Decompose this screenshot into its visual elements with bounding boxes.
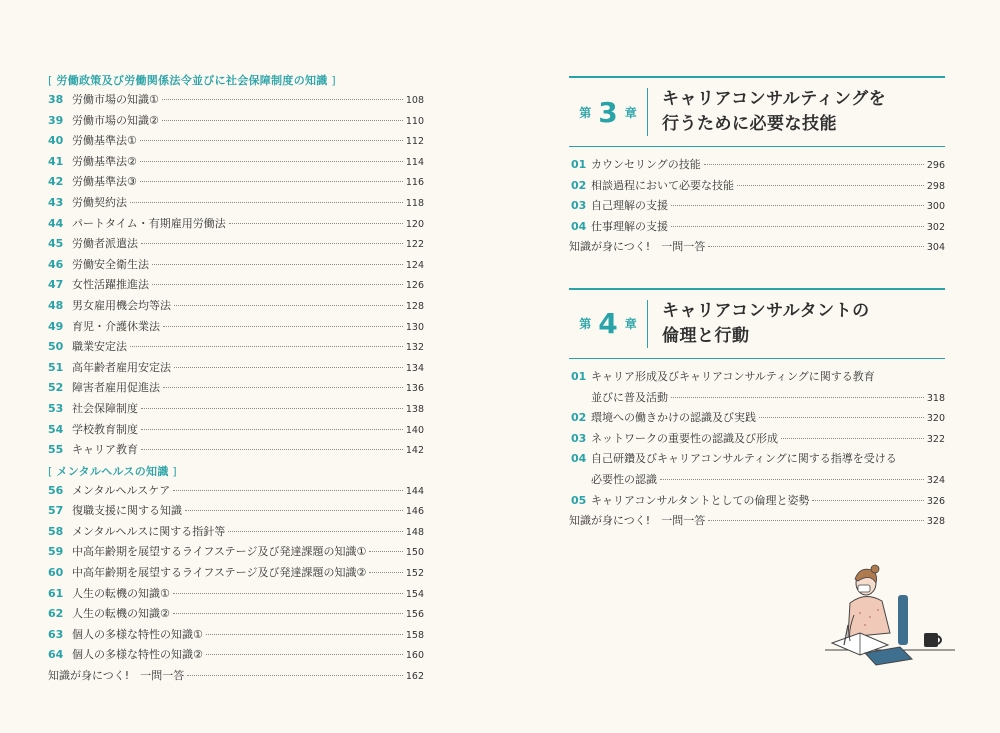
- toc-entry-quiz[interactable]: [48, 666, 424, 687]
- chapter-3-header: [569, 76, 945, 147]
- toc-entry-title: 復職支援に関する知識: [72, 504, 182, 518]
- toc-entry-page: 122: [405, 239, 424, 251]
- toc-entry[interactable]: [48, 275, 424, 296]
- leader-dots: [206, 634, 403, 635]
- leader-dots: [173, 613, 403, 614]
- leader-dots: [141, 243, 403, 244]
- toc-entry-page: 322: [926, 433, 945, 445]
- toc-entry[interactable]: [48, 420, 424, 441]
- toc-entry-number: 60: [48, 566, 64, 580]
- toc-entry-page: 156: [405, 609, 424, 621]
- leader-dots: [229, 223, 403, 224]
- section-header-labor-law: [ 労働政策及び労働関係法令並びに社会保障制度の知識 ]: [48, 74, 336, 87]
- leader-dots: [152, 284, 403, 285]
- toc-entry-page: 120: [405, 218, 424, 230]
- toc-entry-page: 140: [405, 424, 424, 436]
- leader-dots: [369, 551, 403, 552]
- toc-entry[interactable]: [48, 358, 424, 379]
- toc-entry-page: 118: [405, 197, 424, 209]
- chapter-3-section: [569, 76, 945, 258]
- toc-entry-title: キャリア教育: [72, 443, 138, 457]
- leader-dots: [163, 326, 403, 327]
- toc-entry-page: 116: [405, 177, 424, 189]
- section-header-mental-health: [ メンタルヘルスの知識 ]: [48, 464, 178, 478]
- toc-entry-page: 112: [405, 136, 424, 148]
- toc-entry-page: 162: [405, 671, 424, 683]
- chapter-3-list: [569, 155, 945, 237]
- toc-entry-page: 160: [405, 650, 424, 662]
- chapter-4-title: キャリアコンサルタントの 倫理と行動: [662, 300, 870, 346]
- toc-entry-number: 45: [48, 237, 64, 251]
- leader-dots: [141, 408, 403, 409]
- toc-entry-title: 労働市場の知識①: [72, 93, 159, 106]
- toc-entry-number: 63: [48, 627, 64, 641]
- toc-entry-title: 労働基準法①: [72, 134, 137, 148]
- toc-entry[interactable]: [48, 481, 424, 502]
- toc-entry-number: 64: [48, 648, 64, 662]
- toc-entry-title-cont: 並びに普及活動: [591, 390, 668, 404]
- toc-entry[interactable]: [571, 449, 945, 470]
- chapter-3-title: キャリアコンサルティングを 行うために必要な技能: [662, 89, 887, 134]
- toc-entry[interactable]: [571, 155, 945, 176]
- toc-entry-title: 個人の多様な特性の知識②: [72, 648, 203, 662]
- leader-dots: [369, 572, 403, 573]
- toc-entry-title: 労働市場の知識②: [72, 113, 159, 127]
- toc-entry[interactable]: [48, 255, 424, 276]
- toc-entry-page: 318: [926, 392, 945, 404]
- toc-entry-page: 320: [926, 413, 945, 425]
- toc-entry[interactable]: [48, 296, 424, 317]
- toc-entry-number: 59: [48, 545, 64, 559]
- toc-entry-page: 114: [405, 156, 424, 168]
- chapter-number: 4: [598, 307, 618, 341]
- toc-entry-title: 知識が身につく! 一問一答: [569, 240, 706, 254]
- toc-entry[interactable]: [571, 491, 945, 512]
- toc-entry[interactable]: [571, 408, 945, 429]
- toc-entry-number: 62: [48, 607, 64, 621]
- toc-entry[interactable]: [48, 399, 424, 420]
- toc-list-labor-law: [48, 90, 424, 461]
- toc-entry-number: 43: [48, 195, 64, 209]
- toc-entry-number: 46: [48, 257, 64, 271]
- toc-entry[interactable]: [48, 317, 424, 338]
- toc-entry-page: 328: [926, 516, 945, 528]
- toc-entry-page: 326: [926, 495, 945, 507]
- toc-entry-title: 労働基準法③: [72, 175, 137, 189]
- toc-entry-title: キャリア形成及びキャリアコンサルティングに関する教育: [591, 369, 875, 383]
- woman-studying-illustration: [820, 555, 960, 675]
- leader-dots: [152, 264, 403, 265]
- toc-entry-page: 298: [926, 180, 945, 192]
- leader-dots: [704, 164, 924, 165]
- toc-entry-number: 53: [48, 401, 64, 415]
- toc-entry-number: 02: [571, 178, 587, 192]
- toc-list-mental-health: [48, 481, 424, 666]
- leader-dots: [187, 675, 403, 676]
- toc-entry-page: 134: [405, 362, 424, 374]
- leader-dots: [174, 367, 403, 368]
- toc-entry-number: 54: [48, 422, 64, 436]
- chapter-number: 3: [598, 95, 618, 129]
- toc-entry[interactable]: [48, 111, 424, 132]
- toc-entry[interactable]: [571, 429, 945, 450]
- toc-entry-number: 03: [571, 431, 587, 445]
- toc-entry-page: 136: [405, 383, 424, 395]
- toc-entry-title: 労働契約法: [72, 195, 127, 209]
- toc-left-page: [48, 72, 424, 687]
- toc-entry-title: メンタルヘルスに関する指針等: [72, 524, 226, 538]
- toc-entry-page: 110: [405, 115, 424, 127]
- toc-entry-number: 51: [48, 360, 64, 374]
- toc-entry-page: 132: [405, 342, 424, 354]
- chapter-4-list: [569, 367, 945, 511]
- leader-dots: [737, 185, 924, 186]
- toc-entry[interactable]: [48, 172, 424, 193]
- toc-entry-page: 304: [926, 242, 945, 254]
- toc-entry-title: 相談過程において必要な技能: [591, 178, 734, 192]
- toc-entry-number: 44: [48, 216, 64, 230]
- toc-entry[interactable]: [48, 337, 424, 358]
- toc-entry[interactable]: [48, 542, 424, 563]
- toc-entry[interactable]: [48, 378, 424, 399]
- toc-entry-number: 49: [48, 319, 64, 333]
- leader-dots: [162, 99, 403, 100]
- toc-entry-title: 育児・介護休業法: [72, 319, 160, 333]
- toc-entry[interactable]: [48, 604, 424, 625]
- toc-entry-title: 自己研鑽及びキャリアコンサルティングに関する指導を受ける: [591, 452, 897, 466]
- toc-entry-number: 38: [48, 93, 64, 106]
- toc-entry-page: 296: [926, 160, 945, 171]
- toc-entry-title: 学校教育制度: [72, 422, 138, 436]
- toc-entry-number: 01: [571, 158, 587, 171]
- toc-entry-page: 302: [926, 221, 945, 233]
- toc-entry[interactable]: [571, 367, 945, 388]
- toc-entry[interactable]: [48, 193, 424, 214]
- toc-entry-quiz[interactable]: [569, 237, 945, 258]
- toc-entry-page: 300: [926, 201, 945, 213]
- toc-entry-number: 55: [48, 443, 64, 457]
- toc-entry-number: 58: [48, 524, 64, 538]
- toc-entry[interactable]: [571, 176, 945, 197]
- toc-entry-title: 女性活躍推進法: [72, 278, 149, 292]
- toc-entry-number: 52: [48, 381, 64, 395]
- toc-entry-title: 自己理解の支援: [591, 199, 668, 213]
- leader-dots: [708, 246, 924, 247]
- toc-entry-number: 57: [48, 504, 64, 518]
- toc-entry-title: 社会保障制度: [72, 401, 138, 415]
- toc-entry-title: 労働者派遣法: [72, 237, 138, 251]
- chapter-4-label: 第 4 章: [569, 300, 648, 348]
- toc-entry-page: 144: [405, 485, 424, 497]
- leader-dots: [130, 202, 403, 203]
- toc-entry[interactable]: [48, 501, 424, 522]
- toc-entry-number: 03: [571, 199, 587, 213]
- toc-entry-page: 146: [405, 506, 424, 518]
- toc-entry-number: 56: [48, 483, 64, 497]
- toc-entry[interactable]: [571, 217, 945, 238]
- leader-dots: [173, 490, 403, 491]
- toc-entry-page: 152: [405, 568, 424, 580]
- leader-dots: [671, 397, 924, 398]
- leader-dots: [162, 120, 403, 121]
- toc-entry[interactable]: [571, 196, 945, 217]
- toc-entry-title: 人生の転機の知識②: [72, 607, 170, 621]
- toc-entry-title: 障害者雇用促進法: [72, 381, 160, 395]
- toc-entry-page: 138: [405, 403, 424, 415]
- toc-entry[interactable]: [48, 563, 424, 584]
- toc-right-page: [569, 76, 945, 562]
- toc-entry-title: 労働安全衛生法: [72, 257, 149, 271]
- toc-entry-title: 知識が身につく! 一問一答: [48, 669, 185, 683]
- toc-entry-number: 01: [571, 369, 587, 383]
- leader-dots: [759, 417, 924, 418]
- toc-entry[interactable]: [48, 522, 424, 543]
- toc-entry-page: 142: [405, 445, 424, 457]
- toc-entry-title: 環境への働きかけの認識及び実践: [591, 411, 756, 425]
- leader-dots: [228, 531, 403, 532]
- toc-entry-title: 労働基準法②: [72, 154, 137, 168]
- toc-entry-title: 仕事理解の支援: [591, 219, 668, 233]
- leader-dots: [141, 429, 403, 430]
- chapter-4-header: [569, 288, 945, 359]
- toc-entry-page: 150: [405, 547, 424, 559]
- toc-entry-title: メンタルヘルスケア: [72, 483, 171, 497]
- toc-entry[interactable]: [48, 645, 424, 666]
- toc-entry-continuation[interactable]: [571, 388, 945, 409]
- toc-entry[interactable]: [48, 234, 424, 255]
- toc-entry-continuation[interactable]: [571, 470, 945, 491]
- leader-dots: [140, 161, 403, 162]
- toc-entry-title: キャリアコンサルタントとしての倫理と姿勢: [591, 493, 810, 507]
- toc-entry-number: 61: [48, 586, 64, 600]
- toc-entry-number: 04: [571, 219, 587, 233]
- toc-entry-title: カウンセリングの技能: [591, 158, 701, 171]
- leader-dots: [140, 181, 403, 182]
- leader-dots: [130, 346, 403, 347]
- leader-dots: [660, 479, 924, 480]
- leader-dots: [671, 205, 924, 206]
- toc-entry-page: 128: [405, 300, 424, 312]
- toc-entry-title: 中高年齢期を展望するライフステージ及び発達課題の知識②: [72, 566, 367, 580]
- toc-entry-number: 50: [48, 340, 64, 354]
- toc-entry[interactable]: [48, 625, 424, 646]
- toc-entry-title: 個人の多様な特性の知識①: [72, 627, 203, 641]
- toc-entry-title: 中高年齢期を展望するライフステージ及び発達課題の知識①: [72, 545, 367, 559]
- toc-entry-title: 高年齢者雇用安定法: [72, 360, 171, 374]
- toc-entry-page: 148: [405, 526, 424, 538]
- toc-entry-page: 126: [405, 280, 424, 292]
- toc-entry[interactable]: [48, 152, 424, 173]
- toc-entry-title-cont: 必要性の認識: [591, 472, 657, 486]
- leader-dots: [812, 500, 923, 501]
- leader-dots: [185, 510, 403, 511]
- toc-entry-number: 47: [48, 278, 64, 292]
- toc-entry-title: 知識が身につく! 一問一答: [569, 514, 706, 528]
- leader-dots: [708, 520, 924, 521]
- toc-entry-title: パートタイム・有期雇用労働法: [72, 216, 226, 230]
- toc-entry[interactable]: [48, 584, 424, 605]
- toc-entry-number: 39: [48, 113, 64, 127]
- toc-entry[interactable]: [48, 440, 424, 461]
- toc-entry-page: 130: [405, 321, 424, 333]
- leader-dots: [781, 438, 924, 439]
- toc-entry-number: 41: [48, 154, 64, 168]
- toc-entry-number: 04: [571, 452, 587, 466]
- leader-dots: [163, 387, 403, 388]
- toc-entry-number: 40: [48, 134, 64, 148]
- chapter-3-label: 第 3 章: [569, 88, 648, 136]
- toc-entry[interactable]: [48, 90, 424, 111]
- leader-dots: [174, 305, 403, 306]
- toc-entry-title: 職業安定法: [72, 340, 127, 354]
- leader-dots: [141, 449, 403, 450]
- toc-entry-page: 158: [405, 629, 424, 641]
- toc-entry-title: ネットワークの重要性の認識及び形成: [591, 431, 778, 445]
- leader-dots: [671, 226, 924, 227]
- leader-dots: [173, 593, 403, 594]
- leader-dots: [206, 654, 403, 655]
- leader-dots: [140, 140, 403, 141]
- toc-entry-number: 02: [571, 411, 587, 425]
- toc-entry-page: 108: [405, 95, 424, 106]
- toc-entry-page: 154: [405, 588, 424, 600]
- toc-entry-quiz[interactable]: [569, 511, 945, 532]
- toc-entry-number: 05: [571, 493, 587, 507]
- toc-entry-number: 42: [48, 175, 64, 189]
- toc-entry-title: 人生の転機の知識①: [72, 586, 170, 600]
- toc-entry-title: 男女雇用機会均等法: [72, 298, 171, 312]
- chapter-4-section: [569, 288, 945, 532]
- toc-entry-page: 324: [926, 474, 945, 486]
- toc-entry[interactable]: [48, 131, 424, 152]
- toc-entry-page: 124: [405, 259, 424, 271]
- toc-entry[interactable]: [48, 214, 424, 235]
- toc-entry-number: 48: [48, 298, 64, 312]
